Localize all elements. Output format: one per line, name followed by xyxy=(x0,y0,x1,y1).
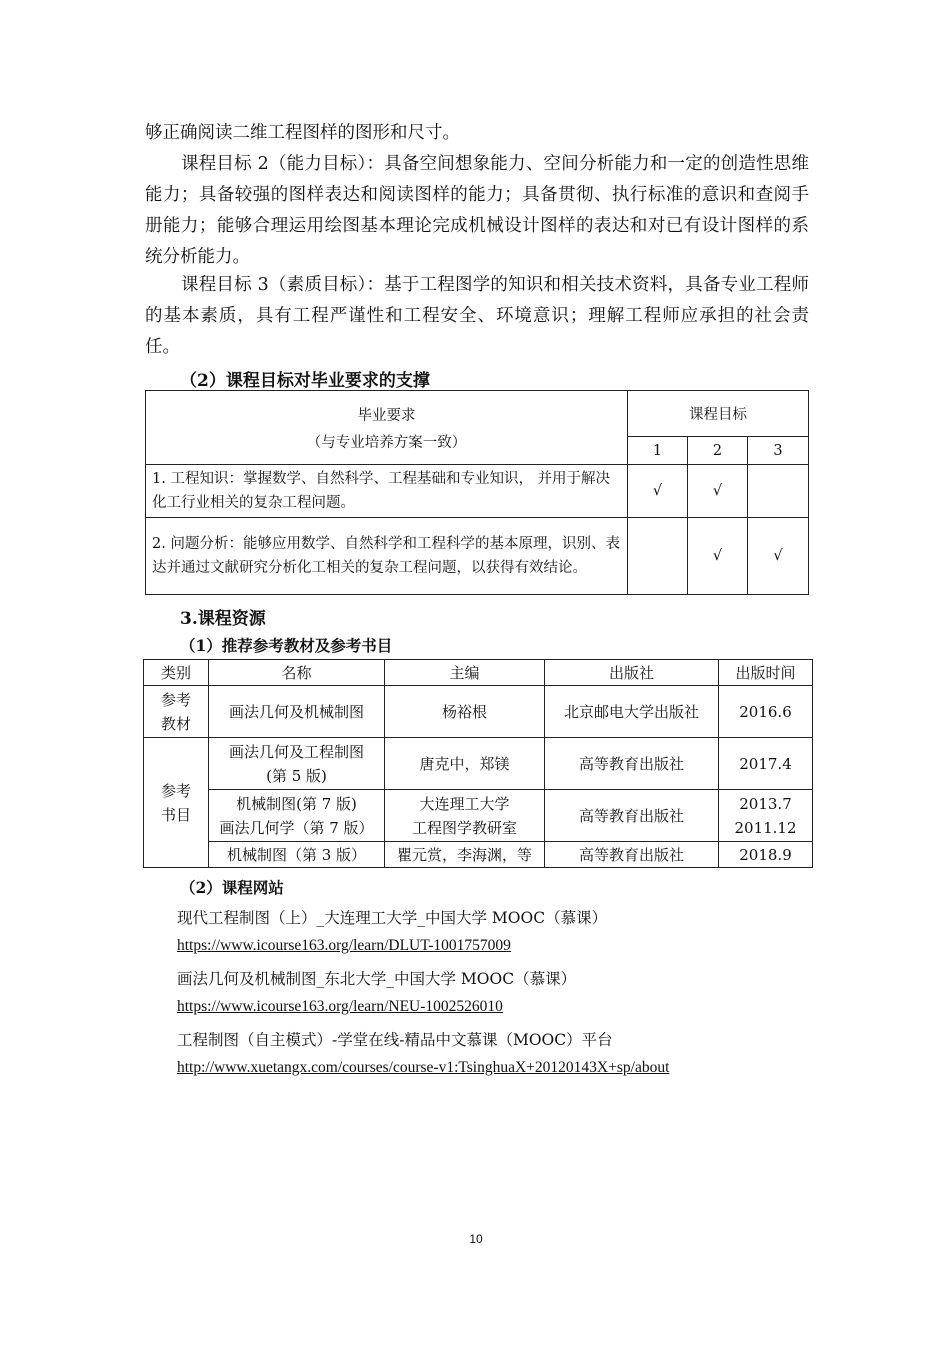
column-header: 出版社 xyxy=(545,660,719,686)
goal-3-paragraph: 课程目标 3（素质目标）：基于工程图学的知识和相关技术资料，具备专业工程师的基本素质，具有工程严谨性和工程安全、环境意识；理解工程师应承担的社会责任。 xyxy=(145,275,809,357)
book-year-line: 2013.7 xyxy=(739,794,792,813)
page-number: 10 xyxy=(469,1232,483,1246)
textbooks-heading: （1）推荐参考教材及参考书目 xyxy=(180,636,393,655)
book-year: 2017.4 xyxy=(719,738,813,790)
book-year xyxy=(719,790,813,842)
book-name xyxy=(209,790,385,842)
book-name-line: 画法几何及工程制图 xyxy=(228,742,364,761)
book-editor: 杨裕根 xyxy=(385,686,545,738)
support-table xyxy=(145,390,809,595)
website-title: 画法几何及机械制图_东北大学_中国大学 MOOC（慕课） xyxy=(177,970,577,988)
website-title: 现代工程制图（上）_大连理工大学_中国大学 MOOC（慕课） xyxy=(177,909,608,927)
goal-number: 3 xyxy=(748,437,809,465)
book-year: 2016.6 xyxy=(719,686,813,738)
goal-number: 1 xyxy=(628,437,688,465)
website-link[interactable]: http://www.xuetangx.com/courses/course-v1:TsinghuaX+20120143X+sp/about xyxy=(177,1059,670,1076)
requirement-header-cell xyxy=(146,391,628,465)
category-cell: 参考教材 xyxy=(144,686,209,738)
book-editor-line: 工程图学教研室 xyxy=(411,818,517,837)
column-header: 主编 xyxy=(385,660,545,686)
book-name-line: 画法几何学（第 7 版） xyxy=(219,818,374,837)
book-name xyxy=(209,738,385,790)
category-cell: 参考书目 xyxy=(144,738,209,868)
check-mark: √ xyxy=(688,518,748,595)
column-header: 类别 xyxy=(144,660,209,686)
book-publisher: 高等教育出版社 xyxy=(545,738,719,790)
intro-line: 够正确阅读二维工程图样的图形和尺寸。 xyxy=(145,123,460,143)
check-mark xyxy=(628,518,688,595)
requirement-header-label: 毕业要求 xyxy=(357,407,416,424)
goals-header-cell: 课程目标 xyxy=(628,391,809,437)
column-header: 名称 xyxy=(209,660,385,686)
textbooks-table xyxy=(143,659,813,868)
check-mark: √ xyxy=(748,518,809,595)
website-link[interactable]: https://www.icourse163.org/learn/NEU-1002526010 xyxy=(177,998,503,1015)
requirement-header-note: （与专业培养方案一致） xyxy=(306,434,467,451)
book-editor: 瞿元赏，李海渊，等 xyxy=(385,842,545,868)
requirement-cell: 1. 工程知识：掌握数学、自然科学、工程基础和专业知识， 并用于解决化工行业相关的复杂工程问题。 xyxy=(146,465,628,518)
book-name: 机械制图（第 3 版） xyxy=(209,842,385,868)
book-name-line: 机械制图(第 7 版) xyxy=(236,794,357,813)
website-link[interactable]: https://www.icourse163.org/learn/DLUT-1001757009 xyxy=(177,937,511,954)
book-editor: 唐克中，郑镁 xyxy=(385,738,545,790)
support-heading: （2）课程目标对毕业要求的支撑 xyxy=(180,371,430,391)
book-name-line: (第 5 版) xyxy=(266,766,327,785)
goal-2-paragraph: 课程目标 2（能力目标）：具备空间想象能力、空间分析能力和一定的创造性思维能力；具备较强的图样表达和阅读图样的能力；具备贯彻、执行标准的意识和查阅手册能力；能够合理运用绘图基本理论完成机械设计图样的表达和对已有设计图样的系统分析能力。 xyxy=(145,154,809,267)
resources-heading: 3.课程资源 xyxy=(180,609,266,629)
book-editor-line: 大连理工大学 xyxy=(419,794,510,813)
goal-number: 2 xyxy=(688,437,748,465)
websites-heading: （2）课程网站 xyxy=(180,878,284,897)
book-publisher: 高等教育出版社 xyxy=(545,790,719,842)
check-mark xyxy=(748,465,809,518)
requirement-cell: 2. 问题分析：能够应用数学、自然科学和工程科学的基本原理，识别、表达并通过文献研究分析化工相关的复杂工程问题，以获得有效结论。 xyxy=(146,518,628,595)
book-year-line: 2011.12 xyxy=(734,818,797,837)
book-editor xyxy=(385,790,545,842)
website-title: 工程制图（自主模式）-学堂在线-精品中文慕课（MOOC）平台 xyxy=(177,1031,613,1049)
column-header: 出版时间 xyxy=(719,660,813,686)
book-publisher: 高等教育出版社 xyxy=(545,842,719,868)
book-year: 2018.9 xyxy=(719,842,813,868)
book-publisher: 北京邮电大学出版社 xyxy=(545,686,719,738)
book-name: 画法几何及机械制图 xyxy=(209,686,385,738)
check-mark: √ xyxy=(688,465,748,518)
check-mark: √ xyxy=(628,465,688,518)
